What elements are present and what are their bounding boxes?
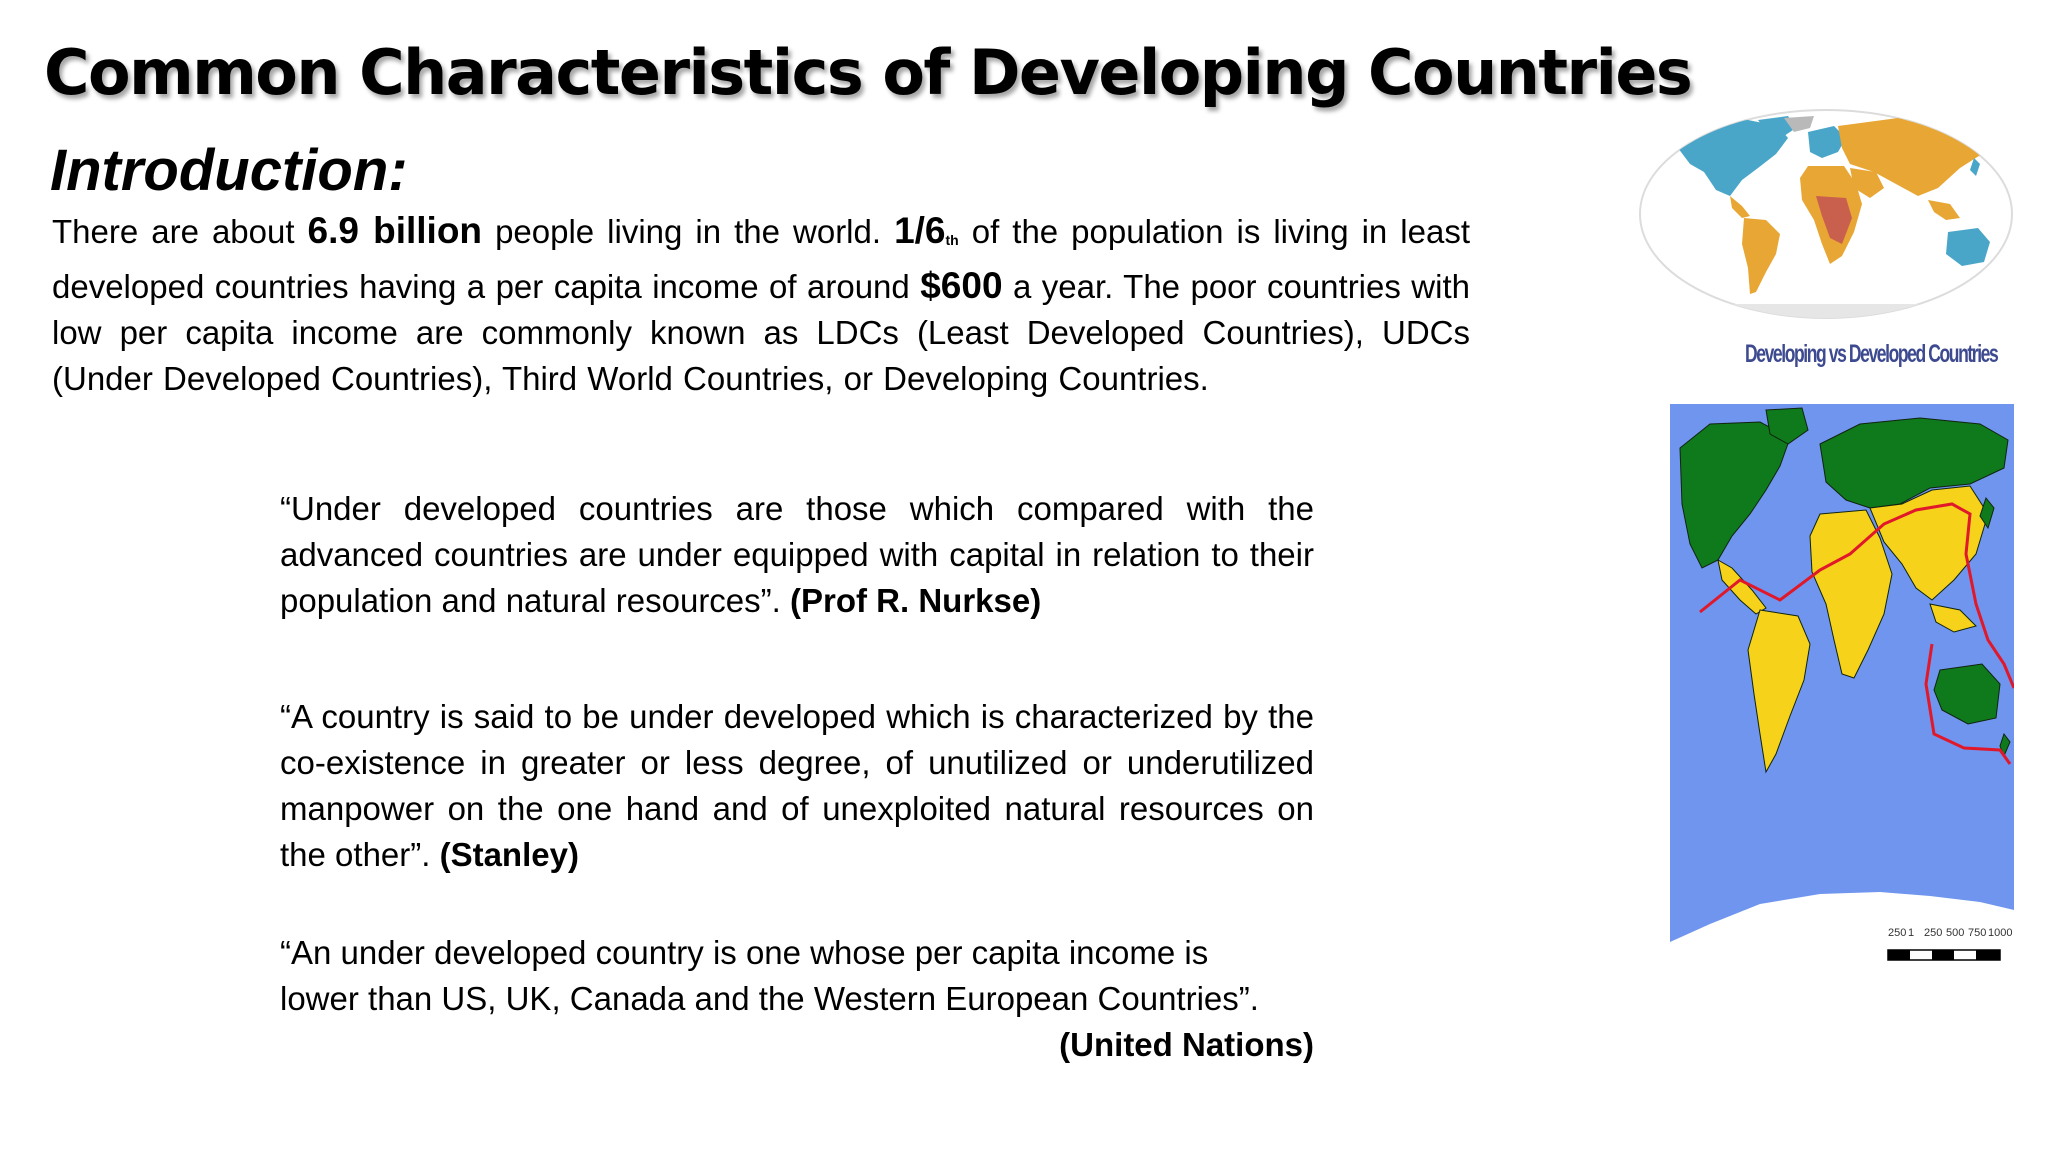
population-figure: 6.9 billion — [307, 210, 483, 251]
quote-united-nations — [280, 930, 1314, 1068]
quote-stanley — [280, 694, 1314, 878]
quote-line-1: “An under developed country is one whose per capita income is — [280, 934, 1209, 971]
quote-text: “Under developed countries are those which compared with the advanced countries are under equipped with capital in relation to their population and natural resources”. — [280, 490, 1314, 619]
quote-author: (United Nations) — [1059, 1026, 1314, 1063]
north-south-divide-map — [1670, 404, 2014, 972]
para-text-1: There are about — [52, 213, 308, 250]
intro-paragraph — [52, 208, 1470, 402]
scale-label: 500 — [1946, 927, 1965, 939]
map-caption: Developing vs Developed Countries — [1745, 340, 1998, 368]
para-text-4: a year. The poor countries with low per capita income are commonly known as LDCs (Least Developed Countries), UDCs (Under Developed Countries), Third World Countries, or Developing Countries. — [52, 268, 1470, 397]
fraction-suffix: th — [945, 232, 959, 248]
para-text-3: of the population is living in least developed countries having a per capita income of around — [52, 213, 1470, 305]
scale-label: 750 — [1968, 927, 1987, 939]
scale-label: 250 — [1888, 927, 1907, 939]
quote-author: (Stanley) — [439, 836, 579, 873]
slide-title: Common Characteristics of Developing Countries — [44, 36, 1692, 109]
intro-heading: Introduction: — [50, 138, 408, 203]
income-figure: $600 — [920, 265, 1003, 306]
quote-nurkse — [280, 486, 1314, 624]
world-development-map — [1638, 108, 2014, 320]
para-text-2: people living in the world. — [482, 213, 895, 250]
scale-label: 1 — [1908, 927, 1915, 939]
quote-author: (Prof R. Nurkse) — [790, 582, 1042, 619]
fraction-figure: 1/6 — [894, 210, 946, 251]
quote-text: “A country is said to be under developed which is characterized by the co-existence in greater or less degree, of unutilized or underutilized manpower on the one hand and of unexploited natural resources on the other”. — [280, 698, 1314, 873]
scale-label: 1000 — [1988, 927, 2013, 939]
scale-bar — [1888, 950, 2000, 960]
scale-label: 250 — [1924, 927, 1943, 939]
quote-line-2: lower than US, UK, Canada and the Western European Countries”. — [280, 980, 1259, 1017]
